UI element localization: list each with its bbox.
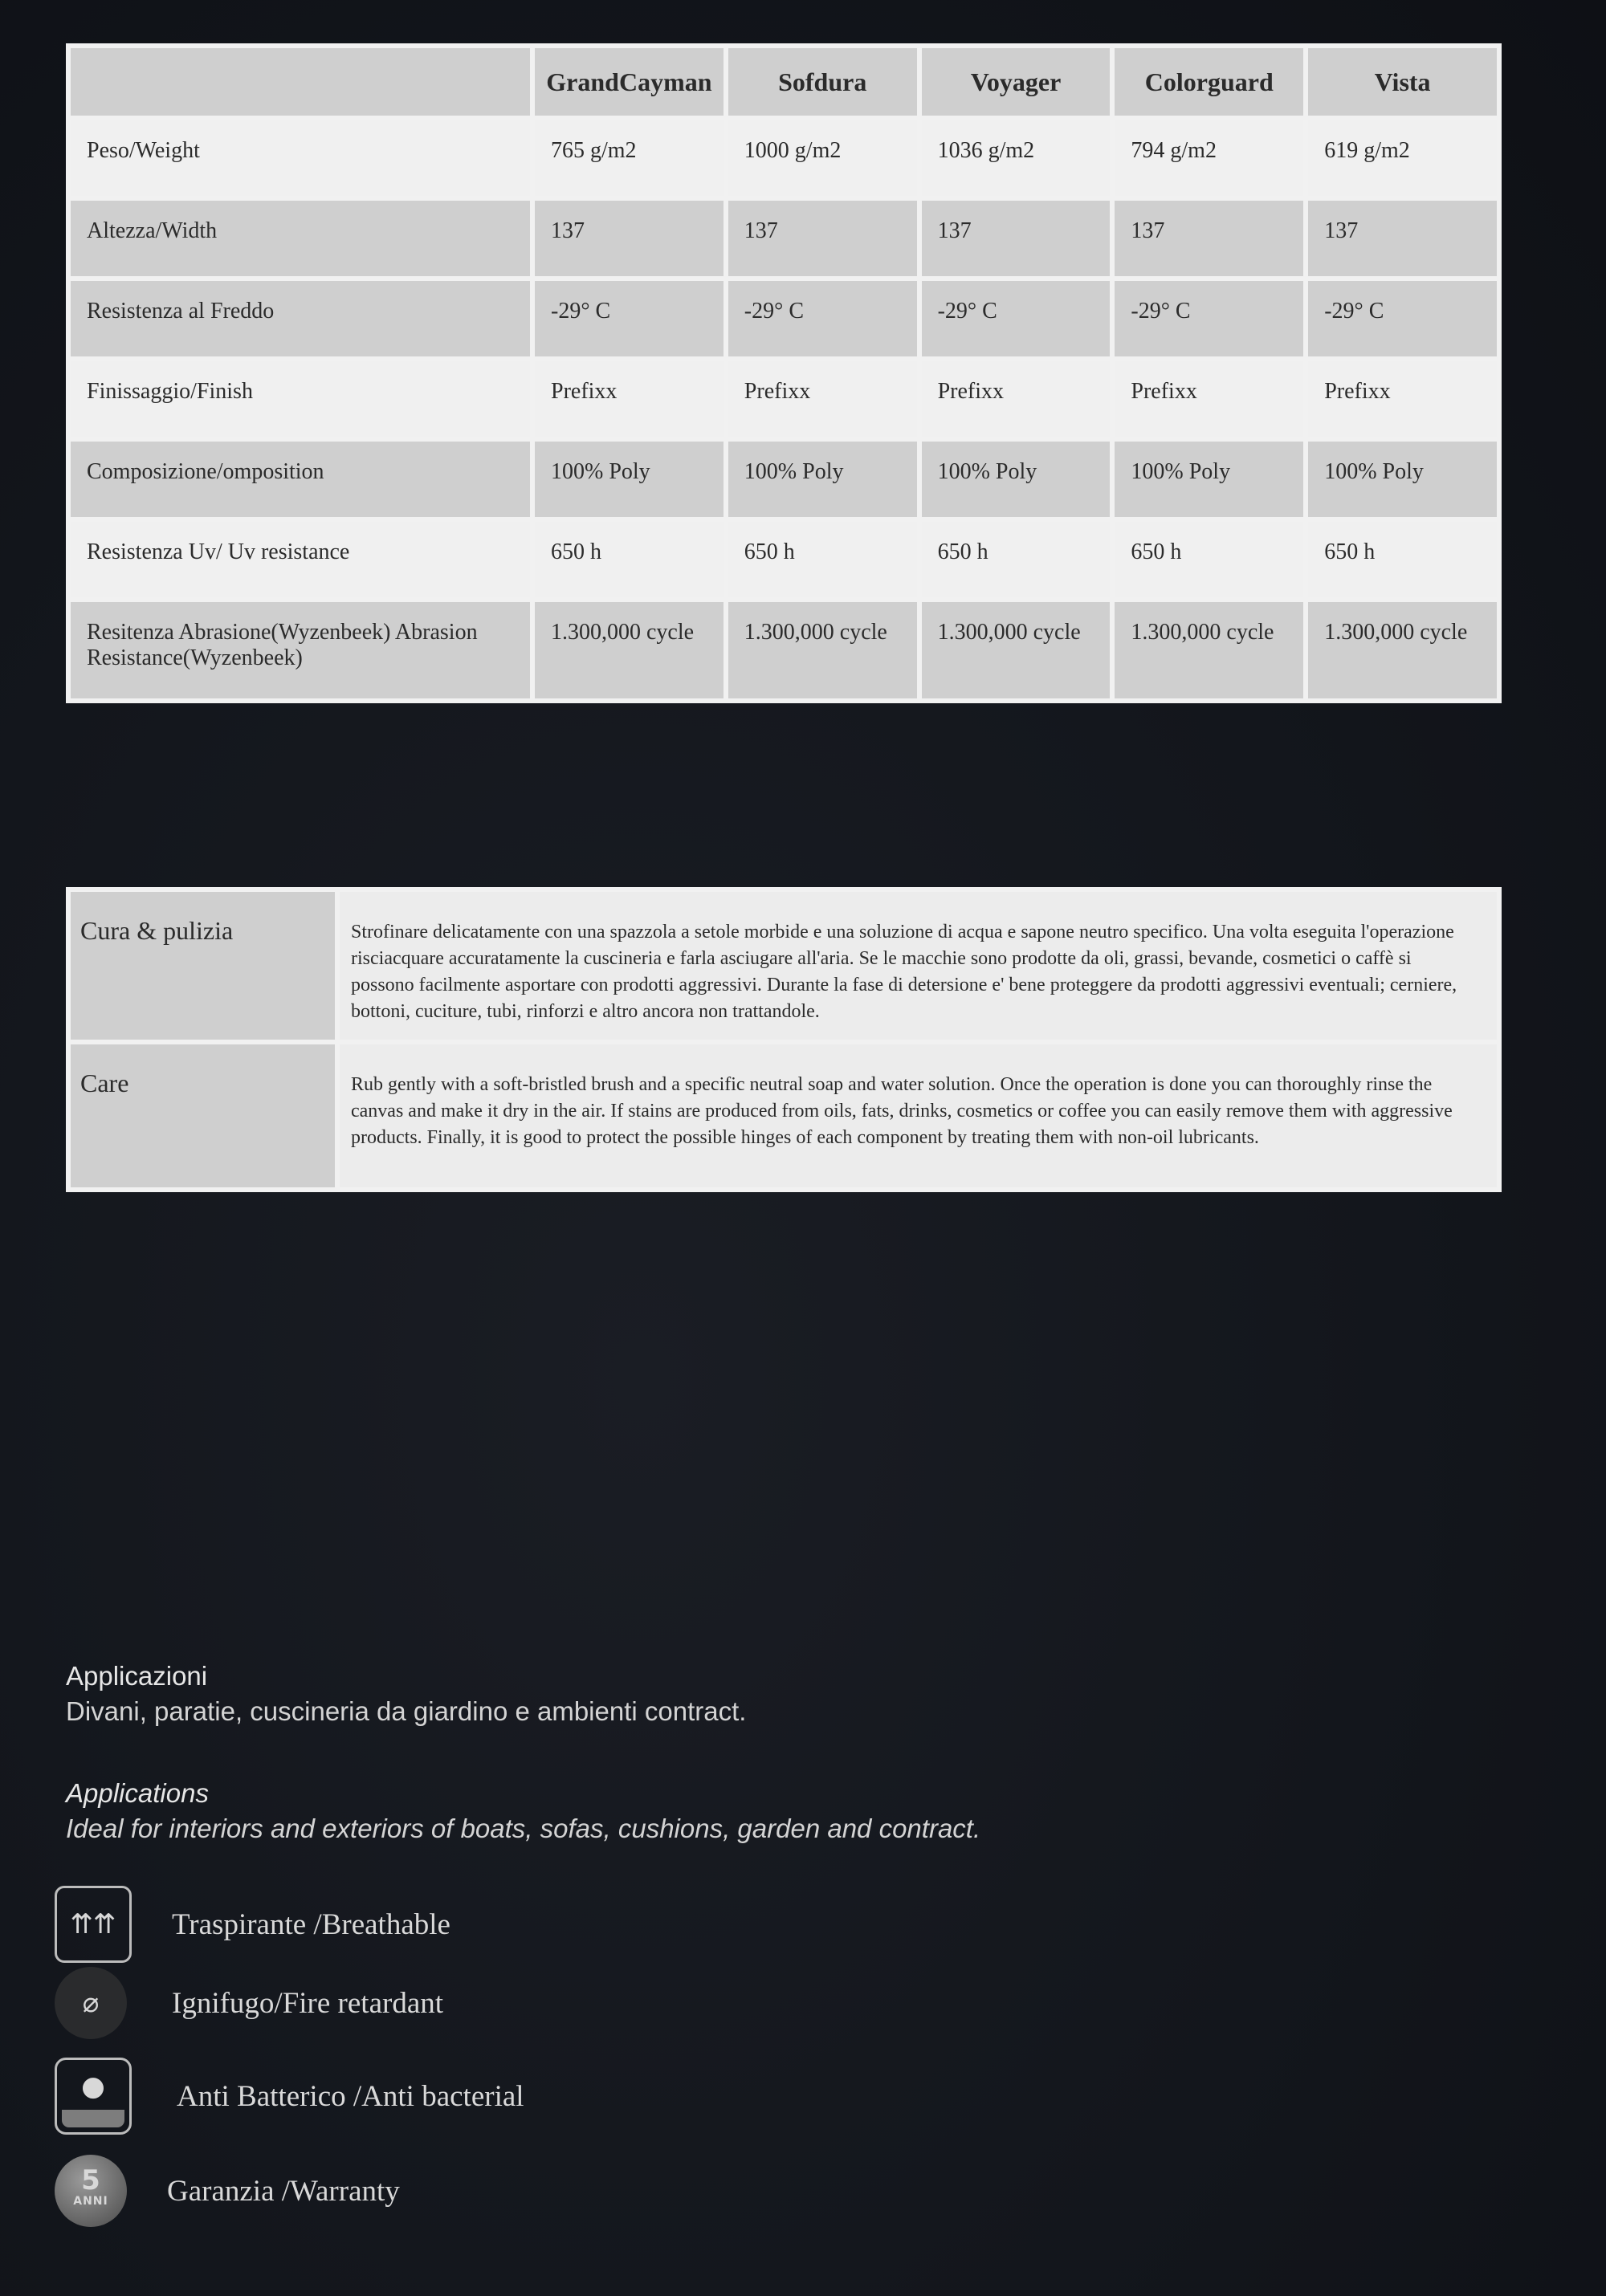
spec-cell: -29° C <box>728 281 917 356</box>
spec-row-label: Peso/Weight <box>71 120 530 196</box>
spec-row-composition <box>71 442 1497 517</box>
spec-table <box>66 43 1502 703</box>
applications-heading-it: Applicazioni <box>66 1661 208 1691</box>
feature-breathable <box>55 1888 450 1960</box>
spec-row-label: Finissaggio/Finish <box>71 361 530 437</box>
spec-cell: 650 h <box>922 522 1111 597</box>
spec-row-label: Resistenza al Freddo <box>71 281 530 356</box>
spec-cell: 1.300,000 cycle <box>1308 602 1497 698</box>
spec-cell: 650 h <box>1115 522 1303 597</box>
spec-cell: 100% Poly <box>1115 442 1303 517</box>
care-label-it: Cura & pulizia <box>71 892 335 1040</box>
spec-cell: 1.300,000 cycle <box>535 602 724 698</box>
spec-cell: 100% Poly <box>1308 442 1497 517</box>
spec-cell: 100% Poly <box>922 442 1111 517</box>
feature-breathable-label: Traspirante /Breathable <box>172 1907 450 1941</box>
spec-cell: -29° C <box>1308 281 1497 356</box>
spec-cell: 100% Poly <box>728 442 917 517</box>
feature-fire-label: Ignifugo/Fire retardant <box>172 1986 444 2020</box>
breathable-icon: ⇈⇈ <box>55 1886 132 1963</box>
feature-antibacterial <box>55 2060 524 2132</box>
fire-retardant-icon: ⌀ <box>55 1967 127 2039</box>
spec-cell: 1036 g/m2 <box>922 120 1111 196</box>
spec-cell: -29° C <box>535 281 724 356</box>
spec-row-uv <box>71 522 1497 597</box>
spec-row-label: Altezza/Width <box>71 201 530 276</box>
care-label-en: Care <box>71 1044 335 1187</box>
spec-cell: 137 <box>1115 201 1303 276</box>
applications-heading-en: Applications <box>66 1778 209 1808</box>
spec-cell: 137 <box>1308 201 1497 276</box>
spec-col-header: Sofdura <box>728 48 917 116</box>
spec-col-header: Colorguard <box>1115 48 1303 116</box>
spec-cell: 619 g/m2 <box>1308 120 1497 196</box>
spec-row-finish <box>71 361 1497 437</box>
spec-header-corner <box>71 48 530 116</box>
feature-warranty <box>55 2155 400 2227</box>
spec-cell: -29° C <box>1115 281 1303 356</box>
spec-row-cold <box>71 281 1497 356</box>
spec-cell: 650 h <box>535 522 724 597</box>
spec-cell: Prefixx <box>535 361 724 437</box>
spec-row-weight <box>71 120 1497 196</box>
spec-cell: 1.300,000 cycle <box>922 602 1111 698</box>
spec-cell: 137 <box>922 201 1111 276</box>
care-text-it: Strofinare delicatamente con una spazzola a setole morbide e una soluzione di acqua e sapone neutro specifico. Una volta eseguita l'operazione risciacquare accuratamente la cuscineria e farla asciugare all'aria. Se le macchie sono prodotte da oli, grassi, bevande, cosmetici o caffè si possono facilmente asportare con prodotti aggressivi. Durante la fase di detersione e' bene proteggere da prodotti aggressivi eventuali; cerniere, bottoni, cuciture, tubi, rinforzi e altro ancora non trattandole. <box>340 892 1497 1040</box>
spec-cell: 765 g/m2 <box>535 120 724 196</box>
spec-row-abrasion <box>71 602 1497 698</box>
spec-col-header: GrandCayman <box>535 48 724 116</box>
applications-text-en: Ideal for interiors and exteriors of boats, sofas, cushions, garden and contract. <box>66 1814 981 1843</box>
spec-cell: 137 <box>535 201 724 276</box>
feature-antibacterial-label: Anti Batterico /Anti bacterial <box>177 2079 524 2113</box>
spec-cell: Prefixx <box>1115 361 1303 437</box>
spec-cell: 1000 g/m2 <box>728 120 917 196</box>
spec-row-label: Composizione/omposition <box>71 442 530 517</box>
spec-cell: 137 <box>728 201 917 276</box>
spec-cell: Prefixx <box>728 361 917 437</box>
spec-cell: Prefixx <box>922 361 1111 437</box>
care-table <box>66 887 1502 1192</box>
spec-cell: 650 h <box>1308 522 1497 597</box>
spec-row-width <box>71 201 1497 276</box>
spec-col-header: Vista <box>1308 48 1497 116</box>
feature-fire-retardant <box>55 1967 443 2039</box>
spec-col-header: Voyager <box>922 48 1111 116</box>
applications-section <box>66 1659 1270 1846</box>
spec-cell: Prefixx <box>1308 361 1497 437</box>
spec-cell: 650 h <box>728 522 917 597</box>
warranty-icon <box>55 2155 127 2227</box>
warranty-badge-text: ANNI <box>73 2195 108 2208</box>
spec-cell: 100% Poly <box>535 442 724 517</box>
spec-row-label: Resitenza Abrasione(Wyzenbeek) Abrasion Resistance(Wyzenbeek) <box>71 602 530 698</box>
warranty-badge-number: 5 <box>81 2164 100 2196</box>
applications-text-it: Divani, paratie, cuscineria da giardino e ambienti contract. <box>66 1696 747 1726</box>
care-row-italian <box>71 892 1497 1040</box>
care-row-english <box>71 1044 1497 1187</box>
feature-warranty-label: Garanzia /Warranty <box>167 2174 400 2208</box>
spec-row-label: Resistenza Uv/ Uv resistance <box>71 522 530 597</box>
antibacterial-icon: ● <box>55 2058 132 2135</box>
spec-cell: 1.300,000 cycle <box>728 602 917 698</box>
spec-header-row <box>71 48 1497 116</box>
spec-cell: 794 g/m2 <box>1115 120 1303 196</box>
care-text-en: Rub gently with a soft-bristled brush and a specific neutral soap and water solution. Once the operation is done you can thoroughly rinse the canvas and make it dry in the air. If stains are produced from oils, fats, drinks, cosmetics or coffee you can easily remove them with aggressive products. Finally, it is good to protect the possible hinges of each component by treating them with non-oil lubricants. <box>340 1044 1497 1187</box>
spec-cell: 1.300,000 cycle <box>1115 602 1303 698</box>
spec-cell: -29° C <box>922 281 1111 356</box>
